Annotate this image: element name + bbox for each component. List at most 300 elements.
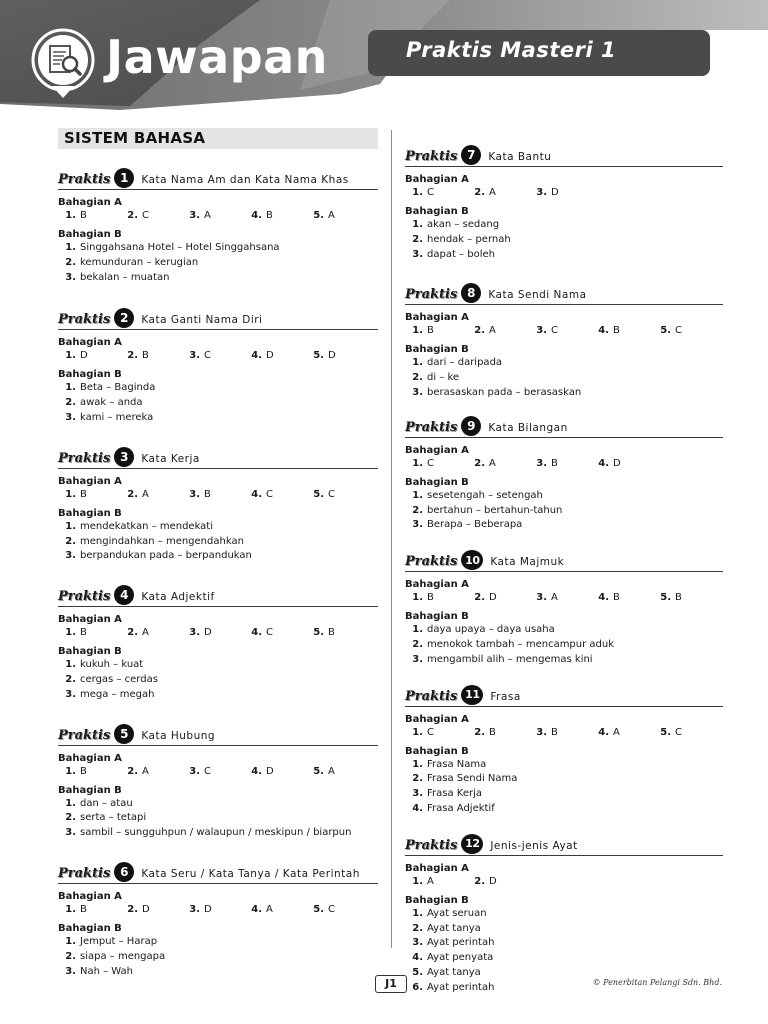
answer-a-item: [120, 488, 182, 501]
answer-b-item: [405, 504, 723, 519]
practice-number-badge: 8: [461, 283, 481, 303]
answer-value: D: [551, 187, 559, 198]
practice-label: Praktis: [405, 688, 458, 704]
answer-value: akan – sedang: [427, 219, 500, 230]
answer-value: A: [489, 457, 496, 469]
answer-a-item: [529, 324, 591, 337]
answer-value: D: [489, 592, 497, 604]
answer-a-item: [58, 903, 120, 916]
answer-value: C: [675, 726, 682, 738]
practice-header: [58, 446, 378, 469]
answer-number: 1.: [65, 242, 76, 253]
answer-number: 5.: [313, 627, 324, 639]
answer-a-item: [244, 626, 306, 639]
answer-value: mengindahkan – mengendahkan: [80, 535, 244, 547]
answer-a-item: [467, 186, 529, 199]
answer-number: 3.: [412, 519, 423, 531]
answer-number: 2.: [474, 187, 485, 198]
copyright-notice: © Penerbitan Pelangi Sdn. Bhd.: [592, 978, 722, 987]
bahagian-a-label: Bahagian A: [58, 614, 122, 626]
answer-a-item: [405, 457, 467, 470]
practice-4: [58, 584, 378, 702]
answer-value: A: [328, 765, 335, 777]
answer-number: 4.: [598, 457, 609, 469]
answer-b-item: [405, 248, 723, 263]
answer-value: Jemput – Harap: [80, 935, 158, 947]
answer-number: 3.: [536, 457, 547, 469]
bahagian-b-label: Bahagian B: [58, 922, 122, 934]
answer-b-item: [405, 758, 723, 773]
answer-a-item: [653, 591, 715, 604]
practice-title: Kata Majmuk: [490, 556, 565, 569]
practice-header: [58, 861, 378, 884]
answer-value: D: [204, 627, 212, 639]
bahagian-b-label: Bahagian B: [58, 646, 122, 658]
answer-value: C: [427, 457, 434, 469]
bahagian-a-label: Bahagian A: [405, 713, 469, 725]
answer-value: C: [142, 210, 149, 221]
practice-title: Kata Hubung: [141, 729, 216, 742]
answer-a-item: [244, 349, 306, 362]
answer-value: D: [613, 457, 621, 469]
answer-number: 1.: [65, 627, 76, 639]
answer-b-item: [58, 688, 378, 703]
answer-number: 5.: [313, 210, 324, 221]
answer-number: 2.: [127, 488, 138, 500]
answer-a-item: [58, 765, 120, 778]
answer-value: D: [489, 875, 497, 887]
answer-value: cergas – cerdas: [80, 673, 158, 685]
answers-a-row: [405, 591, 723, 604]
practice-number-badge: 3: [114, 447, 134, 467]
answer-a-item: [306, 765, 368, 778]
answers-a-row: [405, 457, 723, 470]
answer-number: 1.: [412, 489, 423, 501]
answer-a-item: [306, 488, 368, 501]
answer-number: 4.: [412, 952, 423, 964]
practice-title: Frasa: [490, 690, 521, 703]
answer-value: C: [551, 325, 558, 337]
answer-number: 3.: [189, 627, 200, 639]
answer-value: B: [80, 903, 87, 915]
bahagian-a-label: Bahagian A: [58, 475, 122, 487]
answer-value: A: [142, 765, 149, 777]
answer-number: 3.: [189, 765, 200, 777]
answer-number: 4.: [251, 903, 262, 915]
answer-value: C: [427, 187, 434, 198]
answer-number: 2.: [65, 950, 76, 962]
answer-b-item: [405, 218, 723, 233]
answer-value: B: [551, 457, 558, 469]
answer-number: 2.: [474, 325, 485, 337]
practice-header: [58, 723, 378, 746]
answer-value: sambil – sungguhpun / walaupun / meskipun / biarpun: [80, 827, 352, 839]
answer-number: 3.: [65, 550, 76, 562]
answer-b-item: [405, 356, 723, 371]
answer-value: B: [142, 350, 149, 362]
answer-b-item: [58, 381, 378, 396]
answer-value: siapa – mengapa: [80, 950, 166, 962]
answer-value: mendekatkan – mendekati: [80, 520, 214, 532]
answer-b-item: [405, 907, 723, 922]
answer-number: 3.: [536, 592, 547, 604]
answer-value: B: [80, 765, 87, 777]
answer-value: daya upaya – daya usaha: [427, 624, 555, 636]
answer-value: B: [80, 210, 87, 221]
answers-a-row: [58, 209, 378, 222]
answer-number: 2.: [65, 397, 76, 409]
answer-a-item: [529, 591, 591, 604]
answer-b-item: [405, 233, 723, 248]
practice-title: Kata Sendi Nama: [488, 289, 587, 302]
practice-number-badge: 7: [461, 145, 481, 165]
answer-value: B: [427, 592, 434, 604]
answer-value: C: [328, 903, 335, 915]
answer-b-item: [405, 386, 723, 401]
answer-value: serta – tetapi: [80, 812, 147, 824]
answers-a-row: [58, 626, 378, 639]
practice-2: [58, 307, 378, 425]
practice-label: Praktis: [405, 419, 458, 435]
answer-a-item: [306, 209, 368, 222]
answer-value: B: [551, 726, 558, 738]
answer-value: C: [266, 627, 273, 639]
left-column: [58, 128, 378, 979]
page-subtitle: Praktis Masteri 1: [406, 38, 617, 62]
practice-label: Praktis: [58, 865, 111, 881]
answer-value: bertahun – bertahun-tahun: [427, 504, 563, 516]
answer-number: 4.: [412, 802, 423, 814]
answer-number: 3.: [65, 965, 76, 977]
answer-a-item: [653, 726, 715, 739]
answer-b-item: [58, 965, 378, 980]
answer-value: mega – megah: [80, 688, 155, 700]
answer-a-item: [120, 209, 182, 222]
bahagian-b-label: Bahagian B: [405, 745, 469, 757]
answers-a-row: [405, 875, 723, 888]
answer-b-item: [58, 396, 378, 411]
practice-title: Jenis-jenis Ayat: [490, 839, 578, 852]
answer-value: Ayat penyata: [427, 952, 494, 964]
answer-value: C: [675, 325, 682, 337]
answer-b-item: [58, 935, 378, 950]
practice-label: Praktis: [58, 727, 111, 743]
answer-value: B: [613, 325, 620, 337]
answer-number: 5.: [313, 350, 324, 362]
answer-number: 1.: [65, 210, 76, 221]
answer-number: 1.: [65, 903, 76, 915]
bahagian-b-label: Bahagian B: [58, 229, 122, 240]
answer-number: 1.: [412, 219, 423, 230]
answer-number: 3.: [412, 248, 423, 260]
answer-value: D: [80, 350, 88, 362]
answer-number: 4.: [251, 627, 262, 639]
answer-number: 5.: [313, 903, 324, 915]
answer-number: 1.: [412, 325, 423, 337]
answer-a-item: [120, 765, 182, 778]
answer-a-item: [529, 457, 591, 470]
practice-title: Kata Bilangan: [488, 421, 568, 434]
answer-number: 3.: [536, 325, 547, 337]
answer-number: 2.: [412, 504, 423, 516]
answer-b-item: [58, 271, 378, 286]
answer-b-item: [58, 535, 378, 550]
practice-3: [58, 446, 378, 564]
answer-value: Frasa Nama: [427, 758, 487, 770]
answer-value: B: [80, 488, 87, 500]
practice-header: [405, 549, 723, 572]
answer-value: mengambil alih – mengemas kini: [427, 653, 593, 665]
practice-header: [405, 415, 723, 438]
answer-value: dan – atau: [80, 797, 133, 809]
answer-number: 1.: [412, 592, 423, 604]
answer-b-item: [58, 411, 378, 426]
answer-value: A: [142, 488, 149, 500]
answer-value: A: [551, 592, 558, 604]
answer-number: 1.: [412, 357, 423, 369]
answer-value: hendak – pernah: [427, 233, 511, 245]
answer-number: 1.: [65, 659, 76, 671]
answer-a-item: [405, 726, 467, 739]
answer-a-item: [405, 186, 467, 199]
answer-number: 5.: [313, 488, 324, 500]
answer-number: 1.: [65, 797, 76, 809]
answer-number: 1.: [412, 758, 423, 770]
answer-value: B: [675, 592, 682, 604]
answer-a-item: [58, 488, 120, 501]
bahagian-a-label: Bahagian A: [58, 337, 122, 349]
answer-b-item: [58, 241, 378, 256]
answer-value: C: [204, 350, 211, 362]
practice-11: [405, 684, 723, 817]
answer-number: 4.: [598, 726, 609, 738]
answer-number: 4.: [251, 765, 262, 777]
bahagian-a-label: Bahagian A: [58, 890, 122, 902]
answer-value: C: [427, 726, 434, 738]
answer-value: C: [204, 765, 211, 777]
answer-a-item: [467, 726, 529, 739]
answer-value: Frasa Kerja: [427, 788, 483, 800]
practice-1: [58, 167, 378, 285]
answer-b-item: [405, 936, 723, 951]
answer-number: 2.: [474, 592, 485, 604]
bahagian-b-label: Bahagian B: [58, 784, 122, 796]
answer-value: A: [613, 726, 620, 738]
bahagian-a-label: Bahagian A: [405, 862, 469, 874]
answers-a-row: [58, 488, 378, 501]
answer-a-item: [182, 349, 244, 362]
answer-b-item: [405, 623, 723, 638]
answer-number: 3.: [412, 653, 423, 665]
answer-a-item: [182, 903, 244, 916]
answer-number: 2.: [127, 765, 138, 777]
answer-key-icon: [30, 28, 96, 100]
answer-a-item: [120, 626, 182, 639]
answer-number: 4.: [598, 592, 609, 604]
bahagian-a-label: Bahagian A: [405, 579, 469, 591]
practice-5: [58, 723, 378, 841]
practice-number-badge: 11: [461, 685, 483, 705]
answer-a-item: [405, 591, 467, 604]
answer-value: Ayat tanya: [427, 966, 481, 978]
answer-value: A: [489, 187, 496, 198]
answer-value: A: [266, 903, 273, 915]
practice-header: [58, 167, 378, 190]
answer-value: Frasa Adjektif: [427, 802, 495, 814]
answer-b-item: [58, 673, 378, 688]
answer-b-item: [58, 520, 378, 535]
answer-value: D: [266, 350, 274, 362]
answer-a-item: [58, 349, 120, 362]
practice-label: Praktis: [58, 450, 111, 466]
answer-number: 2.: [65, 535, 76, 547]
answer-number: 1.: [412, 907, 423, 919]
answer-value: D: [142, 903, 150, 915]
answer-b-item: [58, 797, 378, 812]
practice-title: Kata Nama Am dan Kata Nama Khas: [141, 174, 349, 186]
practice-title: Kata Seru / Kata Tanya / Kata Perintah: [141, 867, 360, 880]
answer-value: kami – mereka: [80, 411, 154, 423]
practice-label: Praktis: [58, 589, 111, 605]
answer-value: Ayat seruan: [427, 907, 487, 919]
answer-value: Berapa – Beberapa: [427, 519, 523, 531]
bahagian-b-label: Bahagian B: [405, 894, 469, 906]
answer-number: 3.: [189, 488, 200, 500]
answer-value: A: [142, 627, 149, 639]
answer-b-item: [405, 518, 723, 533]
practice-12: [405, 833, 723, 996]
answer-a-item: [529, 186, 591, 199]
answer-value: D: [266, 765, 274, 777]
answer-number: 1.: [412, 187, 423, 198]
answer-a-item: [244, 903, 306, 916]
answer-a-item: [653, 324, 715, 337]
answer-a-item: [405, 324, 467, 337]
answer-number: 2.: [127, 903, 138, 915]
answer-value: B: [489, 726, 496, 738]
practice-title: Kata Kerja: [141, 452, 200, 465]
answer-number: 4.: [251, 210, 262, 221]
answer-value: kemunduran – kerugian: [80, 256, 199, 268]
answer-value: Singgahsana Hotel – Hotel Singgahsana: [80, 242, 280, 253]
answer-a-item: [591, 726, 653, 739]
answer-value: B: [613, 592, 620, 604]
answer-a-item: [182, 488, 244, 501]
answer-a-item: [467, 324, 529, 337]
answer-number: 1.: [412, 624, 423, 636]
answer-value: Frasa Sendi Nama: [427, 773, 518, 785]
practice-10: [405, 549, 723, 667]
practice-title: Kata Adjektif: [141, 591, 215, 604]
bahagian-a-label: Bahagian A: [405, 312, 469, 324]
answers-a-row: [405, 186, 723, 199]
answer-value: B: [266, 210, 273, 221]
answer-value: B: [427, 325, 434, 337]
answer-a-item: [306, 626, 368, 639]
answer-value: D: [328, 350, 336, 362]
answer-a-item: [120, 349, 182, 362]
answer-number: 2.: [412, 233, 423, 245]
answer-number: 1.: [65, 382, 76, 394]
bahagian-a-label: Bahagian A: [58, 197, 122, 208]
bahagian-a-label: Bahagian A: [405, 444, 469, 456]
bahagian-a-label: Bahagian A: [58, 752, 122, 764]
practice-9: [405, 415, 723, 533]
answer-b-item: [58, 256, 378, 271]
answer-a-item: [244, 765, 306, 778]
answer-number: 5.: [660, 726, 671, 738]
answer-a-item: [182, 765, 244, 778]
answer-a-item: [591, 324, 653, 337]
answer-number: 5.: [660, 592, 671, 604]
answer-value: A: [489, 325, 496, 337]
answer-number: 2.: [412, 638, 423, 650]
column-divider: [391, 130, 392, 948]
practice-number-badge: 12: [461, 834, 483, 854]
answer-number: 1.: [65, 520, 76, 532]
answer-a-item: [467, 875, 529, 888]
answer-value: C: [266, 488, 273, 500]
answer-number: 2.: [127, 350, 138, 362]
practice-8: [405, 282, 723, 400]
answer-number: 3.: [189, 210, 200, 221]
answer-a-item: [120, 903, 182, 916]
practice-label: Praktis: [58, 312, 111, 328]
answer-number: 1.: [65, 488, 76, 500]
answer-value: sesetengah – setengah: [427, 489, 543, 501]
answer-b-item: [405, 653, 723, 668]
answer-value: Nah – Wah: [80, 965, 134, 977]
answer-value: Ayat tanya: [427, 922, 481, 934]
answer-number: 2.: [65, 256, 76, 268]
answer-b-item: [405, 787, 723, 802]
practice-header: [58, 307, 378, 330]
answer-number: 3.: [412, 386, 423, 398]
answer-a-item: [244, 209, 306, 222]
bahagian-b-label: Bahagian B: [405, 476, 469, 488]
answer-number: 1.: [65, 350, 76, 362]
practice-number-badge: 2: [114, 308, 134, 328]
answer-b-item: [58, 658, 378, 673]
answer-a-item: [306, 903, 368, 916]
page-title: Jawapan: [106, 30, 328, 84]
answer-number: 6.: [412, 981, 423, 993]
practice-number-badge: 1: [114, 168, 134, 188]
answers-a-row: [58, 765, 378, 778]
answer-number: 3.: [189, 903, 200, 915]
answer-number: 4.: [251, 350, 262, 362]
answer-number: 2.: [412, 773, 423, 785]
answer-b-item: [405, 922, 723, 937]
answer-number: 2.: [127, 210, 138, 221]
answer-number: 2.: [412, 372, 423, 384]
answer-number: 2.: [474, 726, 485, 738]
answer-value: Ayat perintah: [427, 981, 495, 993]
answer-number: 5.: [313, 765, 324, 777]
practice-7: [405, 144, 723, 262]
practice-header: [405, 144, 723, 167]
answer-number: 1.: [412, 726, 423, 738]
answer-number: 3.: [65, 688, 76, 700]
practice-number-badge: 5: [114, 724, 134, 744]
right-column: [405, 128, 723, 996]
practice-6: [58, 861, 378, 979]
answers-a-row: [58, 349, 378, 362]
answer-value: B: [80, 627, 87, 639]
answer-value: B: [204, 488, 211, 500]
answer-b-item: [405, 802, 723, 817]
answer-b-item: [405, 951, 723, 966]
